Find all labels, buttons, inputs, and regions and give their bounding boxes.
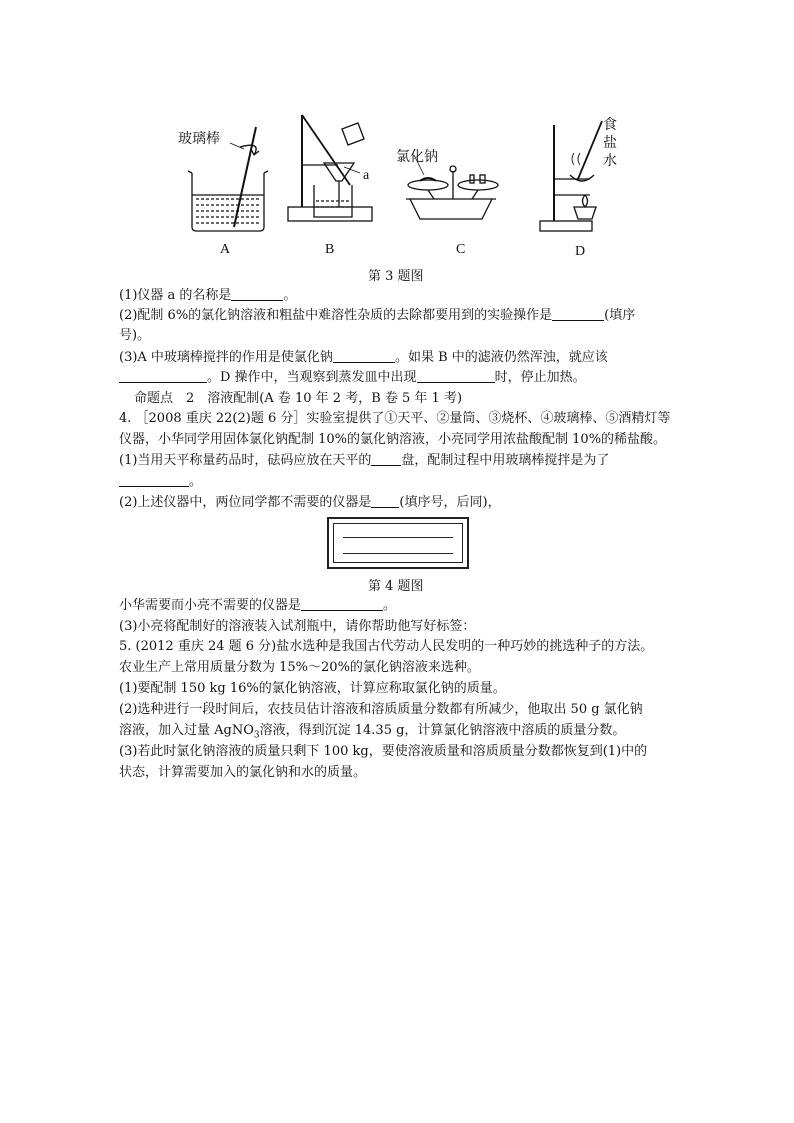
q3-line-2b: 号)。 [119,328,151,343]
label-nacl: 氯化钠 [396,150,438,165]
q4-line-4 [119,472,202,492]
label-salt-water-3: 水 [603,154,617,169]
q4-blank-3[interactable] [371,493,399,508]
figure-4-caption: 第 4 题图 [368,579,424,594]
q3-l3-text: (3)A 中玻璃棒搅拌的作用是使氯化钠 [119,350,333,365]
q4-line-1: 4. ［2008 重庆 22(2)题 6 分］实验室提供了①天平、②量筒、③烧杯、④玻璃棒、⑤酒精灯等 [119,411,671,426]
q4-line-7: (3)小亮将配制好的溶液装入试剂瓶中，请你帮助他写好标签： [119,619,476,634]
label-salt-water-1: 食 [603,118,617,133]
letter-d: D [575,244,586,259]
q4-blank-1[interactable] [371,451,401,466]
label-glass-rod: 玻璃棒 [178,132,220,147]
label-inner-border [333,523,463,563]
q4-l4-end: 。 [189,474,203,489]
figure-3-caption: 第 3 题图 [368,269,424,284]
q4-line-2: 仪器，小华同学用固体氯化钠配制 10%的氯化钠溶液，小亮同学用浓盐酸配制 10%的稀盐酸。 [119,432,667,447]
q5-line-6: (3)若此时氯化钠溶液的质量只剩下 100 kg，要使溶液质量和溶质质量分数都恢复到(1)中的 [119,744,648,759]
apparatus-diagram [170,95,620,265]
letter-b: B [325,242,335,257]
q4-l5-text: (2)上述仪器中，两位同学都不需要的仪器是 [119,495,372,510]
q3-l3-end: 。如果 B 中的滤液仍然浑浊，就应该 [394,350,608,365]
q3-l4-end: 时，停止加热。 [494,370,586,385]
q5-l5-subscript: 3 [253,730,260,741]
q5-line-2: 农业生产上常用质量分数为 15%～20%的氯化钠溶液来选种。 [119,660,480,675]
letter-a: A [220,242,231,257]
figure-3 [170,95,620,265]
evaporation-d-illustration [540,121,602,231]
topic-heading: 命题点 2 溶液配制(A 卷 10 年 2 考，B 卷 5 年 1 考) [134,391,463,406]
q3-blank-5[interactable] [417,368,495,383]
q5-l5-text: 溶液，加入过量 AgNO [119,723,254,738]
label-line-2[interactable] [343,553,453,554]
q3-blank-2[interactable] [552,306,604,321]
label-salt-water-2: 盐 [603,136,617,151]
q4-l3-text: (1)当用天平称量药品时，砝码应放在天平的 [119,453,372,468]
label-a: a [363,168,370,183]
q3-blank-4[interactable] [119,368,207,383]
q4-l6-end: 。 [383,598,397,613]
q3-blank-3[interactable] [333,348,395,363]
q3-l1-text: (1)仪器 a 的名称是 [119,288,232,303]
q5-line-1: 5. (2012 重庆 24 题 6 分)盐水选种是我国古代劳动人民发明的一种巧妙的挑选种子的方法。 [119,639,654,654]
q5-line-4: (2)选种进行一段时间后，农技员估计溶液和溶质质量分数都有所减少，他取出 50 g 氯化钠 [119,702,643,717]
q4-l6-text: 小华需要而小亮不需要的仪器是 [119,598,302,613]
q3-l4-text: 。D 操作中，当观察到蒸发皿中出现 [207,370,417,385]
q4-line-3 [119,451,609,471]
q3-line-4 [119,368,586,388]
q3-blank-1[interactable] [231,286,283,301]
letter-c: C [456,242,466,257]
q4-blank-4[interactable] [301,596,383,611]
q5-line-7: 状态，计算需要加入的氯化钠和水的质量。 [119,765,367,780]
q3-l2-end: (填序 [604,308,636,323]
q5-line-3: (1)要配制 150 kg 16%的氯化钠溶液，计算应称取氯化钠的质量。 [119,681,506,696]
q3-l1-end: 。 [283,288,297,303]
filtration-b-illustration [288,115,372,221]
q4-l3-end: 盘，配制过程中用玻璃棒搅拌是为了 [401,453,610,468]
q3-line-1 [119,286,296,306]
q3-l2-text: (2)配制 6%的氯化钠溶液和粗盐中难溶性杂质的去除都要用到的实验操作是 [119,308,553,323]
reagent-label-figure [327,517,469,569]
q4-l5-end: (填序号，后同)， [399,495,501,510]
label-line-1[interactable] [343,537,453,538]
q4-blank-2[interactable] [119,472,189,487]
q5-l5-end: 溶液，得到沉淀 14.35 g，计算氯化钠溶液中溶质的质量分数。 [259,723,626,738]
q4-line-5 [119,493,501,513]
q3-line-2 [119,306,635,326]
q4-line-6 [119,596,396,616]
q3-line-3 [119,348,608,368]
